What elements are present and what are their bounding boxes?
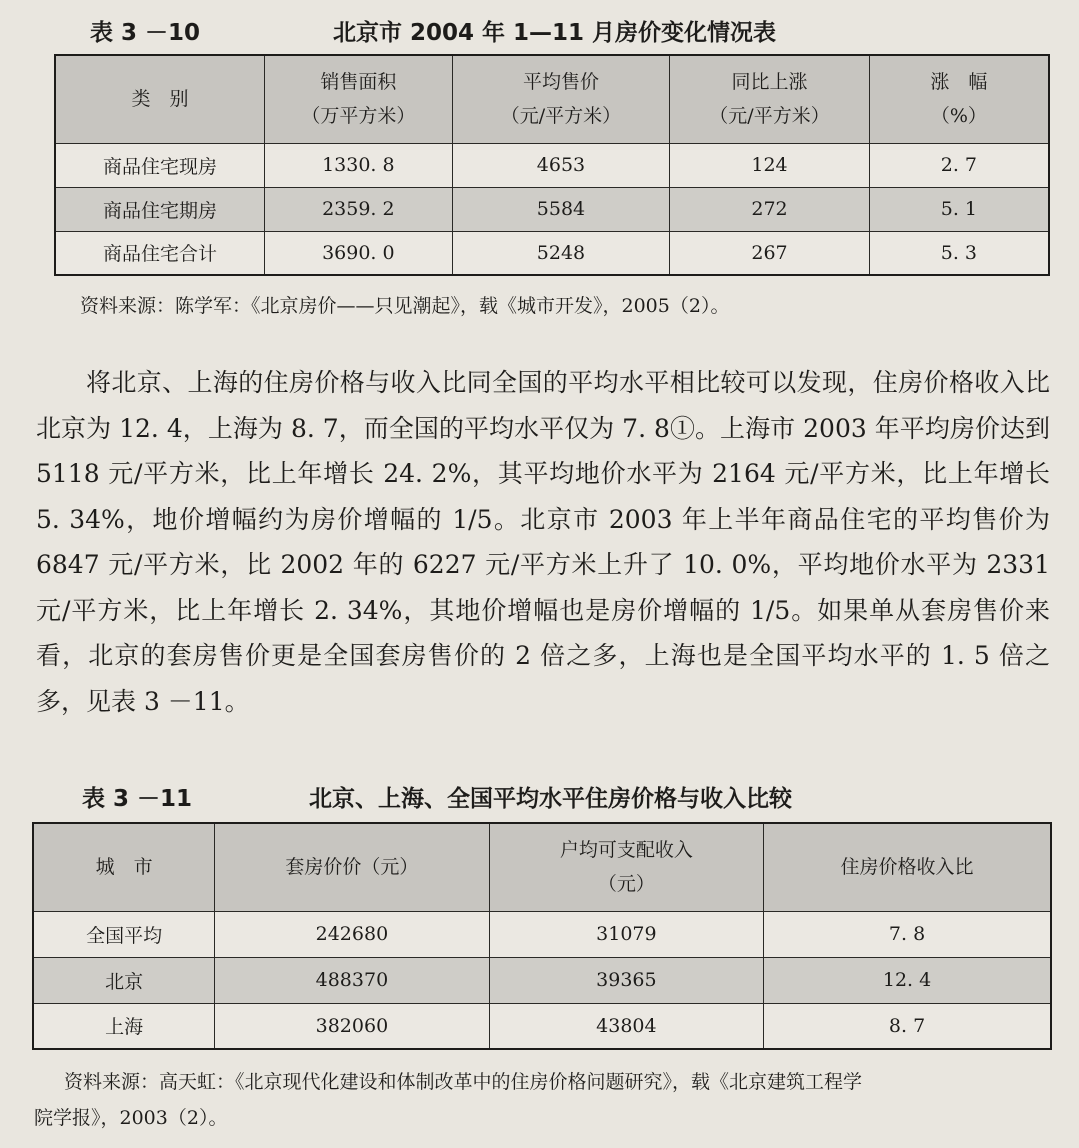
- table-row: [55, 231, 1049, 275]
- table1-header-yoy-rise: 同比上涨 （元/平方米）: [670, 55, 870, 143]
- table2-header-city: 城 市: [33, 823, 215, 911]
- table-cell: 5248: [452, 231, 670, 275]
- table2-header-row: [33, 823, 1051, 911]
- body-paragraph: 将北京、上海的住房价格与收入比同全国的平均水平相比较可以发现，住房价格收入比北京为 12. 4，上海为 8. 7，而全国的平均水平仅为 7. 8①。上海市 2003 年平均房价达到 5118 元/平方米，比上年增长 24. 2%，其平均地价水平为 2164 元/平方米，比上年增长 5. 34%，地价增幅约为房价增幅的 1/5。北京市 2003 年上半年商品住宅的平均售价为 6847 元/平方米，比 2002 年的 6227 元/平方米上升了 10. 0%，平均地价水平为 2331 元/平方米，比上年增长 2. 34%，其地价增幅也是房价增幅的 1/5。如果单从套房售价来看，北京的套房售价更是全国套房售价的 2 倍之多，上海也是全国平均水平的 1. 5 倍之多，见表 3 －11。: [36, 368, 1050, 716]
- table-cell: 1330. 8: [265, 143, 453, 187]
- table-cell: 272: [670, 187, 870, 231]
- table-row: [33, 957, 1051, 1003]
- table-row: [33, 911, 1051, 957]
- table1-header-row: [55, 55, 1049, 143]
- table2-header-ratio: 住房价格收入比: [764, 823, 1051, 911]
- table-cell: 5584: [452, 187, 670, 231]
- housing-income-table: [32, 822, 1052, 1050]
- table2-header-price: 套房价价（元）: [215, 823, 490, 911]
- table2-source-line1: 资料来源：高天虹：《北京现代化建设和体制改革中的住房价格问题研究》，载《北京建筑工程学: [64, 1071, 863, 1093]
- table-cell: 242680: [215, 911, 490, 957]
- table-cell: 商品住宅合计: [55, 231, 265, 275]
- table-cell: 7. 8: [764, 911, 1051, 957]
- table1-header-area: 销售面积 （万平方米）: [265, 55, 453, 143]
- price-change-table: [54, 54, 1050, 276]
- table1-title: 北京市 2004 年 1—11 月房价变化情况表: [332, 20, 777, 46]
- table-row: [33, 1003, 1051, 1049]
- table2-header-income: 户均可支配收入 （元）: [489, 823, 763, 911]
- table-row: [55, 143, 1049, 187]
- table1-source: 资料来源：陈学军：《北京房价——只见潮起》，载《城市开发》，2005（2）。: [80, 295, 730, 317]
- table1-header-category: 类 别: [55, 55, 265, 143]
- table-cell: 4653: [452, 143, 670, 187]
- table2-source-line2: 院学报》，2003（2）。: [34, 1107, 228, 1129]
- table-cell: 39365: [489, 957, 763, 1003]
- table-cell: 5. 1: [869, 187, 1049, 231]
- table2-label: 表 3 －11: [82, 786, 193, 812]
- table-cell: 124: [670, 143, 870, 187]
- table1-header-avg-price: 平均售价 （元/平方米）: [452, 55, 670, 143]
- table-cell: 267: [670, 231, 870, 275]
- table1-label: 表 3 －10: [90, 20, 201, 46]
- table-cell: 488370: [215, 957, 490, 1003]
- table-cell: 商品住宅现房: [55, 143, 265, 187]
- table-cell: 31079: [489, 911, 763, 957]
- table-cell: 2359. 2: [265, 187, 453, 231]
- table-row: [55, 187, 1049, 231]
- table1-header-pct: 涨 幅 （%）: [869, 55, 1049, 143]
- table-cell: 12. 4: [764, 957, 1051, 1003]
- table2-title: 北京、上海、全国平均水平住房价格与收入比较: [309, 786, 792, 812]
- table-cell: 3690. 0: [265, 231, 453, 275]
- table-cell: 382060: [215, 1003, 490, 1049]
- table-cell: 商品住宅期房: [55, 187, 265, 231]
- table-cell: 5. 3: [869, 231, 1049, 275]
- table-cell: 全国平均: [33, 911, 215, 957]
- table-cell: 43804: [489, 1003, 763, 1049]
- table-cell: 2. 7: [869, 143, 1049, 187]
- table-cell: 上海: [33, 1003, 215, 1049]
- table-cell: 8. 7: [764, 1003, 1051, 1049]
- table-cell: 北京: [33, 957, 215, 1003]
